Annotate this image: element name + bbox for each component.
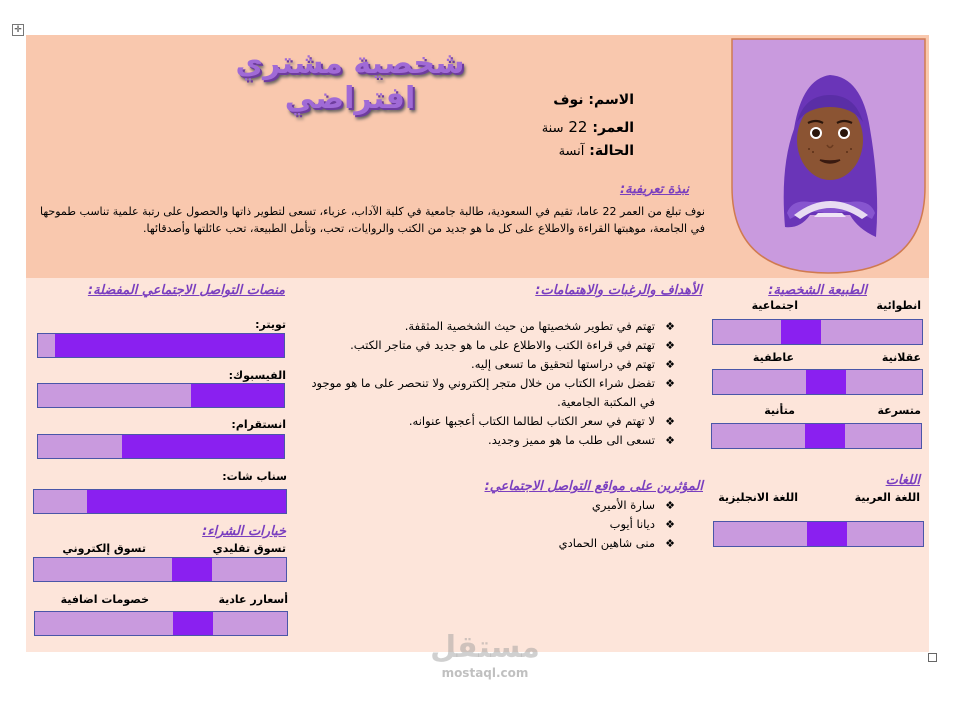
personality-heading: الطبيعة الشخصية: xyxy=(768,283,867,298)
influencer-item xyxy=(475,534,675,553)
social-heading: منصات التواصل الاجتماعي المفضلة: xyxy=(87,283,285,298)
snapchat-bar xyxy=(33,489,287,514)
bullet-icon: ❖ xyxy=(665,358,675,371)
scale-marker xyxy=(172,558,212,581)
scale-3-left-label: متأنية xyxy=(764,404,795,417)
purchase-2-right-label: أسعارر عادية xyxy=(218,593,288,606)
goal-item xyxy=(305,374,675,412)
age-line xyxy=(542,118,634,136)
bullet-icon: ❖ xyxy=(665,499,675,512)
purchase-1-left-label: تسوق إلكتروني xyxy=(62,542,146,555)
lang-right-label: اللغة العربية xyxy=(854,491,920,504)
page-title: شخصية مشتري افتراضي xyxy=(235,46,465,116)
introvert-extrovert-scale xyxy=(712,319,923,345)
name-label: الاسم: xyxy=(588,92,634,108)
watermark-url: mostaql.com xyxy=(441,666,529,680)
influencer-item xyxy=(475,496,675,515)
rational-emotional-scale xyxy=(712,369,923,395)
resize-handle[interactable] xyxy=(928,653,937,662)
goal-item xyxy=(305,412,675,431)
bio-heading: نبذة تعريفية: xyxy=(619,182,689,197)
platform-label-instagram: انستقرام: xyxy=(231,418,286,431)
watermark-brand: مستقل xyxy=(430,630,540,665)
goal-text: تهتم في دراستها لتحقيق ما تسعى إليه. xyxy=(471,357,655,371)
platform-label-facebook: الفيسبوك: xyxy=(228,369,286,382)
status-label: الحالة: xyxy=(589,143,634,159)
status-value: آنسة xyxy=(558,144,585,159)
bullet-icon: ❖ xyxy=(665,434,675,447)
age-unit: سنة xyxy=(541,121,564,136)
languages-heading: اللغات xyxy=(885,473,920,488)
status-line xyxy=(559,143,634,159)
goal-text: تهتم في قراءة الكتب والاطلاع على ما هو جديد في متاجر الكتب. xyxy=(350,338,655,352)
scale-marker xyxy=(173,612,213,635)
platform-label-twitter: تويتر: xyxy=(255,318,286,331)
name-value: نوف xyxy=(553,92,584,108)
scale-2-left-label: عاطفية xyxy=(752,351,794,364)
facebook-level xyxy=(191,384,284,407)
hasty-patient-scale xyxy=(711,423,922,449)
scale-marker xyxy=(805,424,845,448)
scale-3-right-label: متسرعة xyxy=(877,404,921,417)
name-line xyxy=(553,92,634,108)
bullet-icon: ❖ xyxy=(665,320,675,333)
instagram-bar xyxy=(37,434,285,459)
scale-2-right-label: عقلانية xyxy=(881,351,921,364)
snapchat-level xyxy=(87,490,286,513)
goal-text: تسعى الى طلب ما هو مميز وجديد. xyxy=(488,433,655,447)
goal-item xyxy=(305,336,675,355)
scale-marker xyxy=(781,320,821,344)
goal-text: تهتم في تطوير شخصيتها من حيث الشخصية المثقفة. xyxy=(404,319,655,333)
prices-discounts-scale xyxy=(34,611,288,636)
traditional-online-scale xyxy=(33,557,287,582)
goals-heading: الأهداف والرغبات والاهتمامات: xyxy=(535,283,702,298)
influencers-list xyxy=(475,496,675,553)
bullet-icon: ❖ xyxy=(665,339,675,352)
lang-left-label: اللغة الانجليزية xyxy=(718,491,798,504)
bullet-icon: ❖ xyxy=(665,377,675,390)
influencer-item xyxy=(475,515,675,534)
bullet-icon: ❖ xyxy=(665,415,675,428)
twitter-level xyxy=(55,334,284,357)
goal-text: تفضل شراء الكتاب من خلال متجر إلكتروني ولا تنحصر على ما هو موجود في المكتبة الجامعية. xyxy=(311,376,655,409)
twitter-bar xyxy=(37,333,285,358)
purchase-1-right-label: تسوق تقليدي xyxy=(212,542,286,555)
scale-marker xyxy=(806,370,846,394)
influencer-text: منى شاهين الحمادي xyxy=(558,536,655,550)
language-scale xyxy=(713,521,924,547)
scale-1-right-label: انطوائية xyxy=(876,299,921,312)
goal-item xyxy=(305,317,675,336)
influencers-heading: المؤثرين على مواقع التواصل الاجتماعي: xyxy=(484,479,703,494)
facebook-bar xyxy=(37,383,285,408)
influencer-text: سارة الأميري xyxy=(591,498,655,512)
age-value: 22 xyxy=(568,118,588,136)
instagram-level xyxy=(122,435,284,458)
purchase-2-left-label: خصومات اضافية xyxy=(60,593,149,606)
goal-item xyxy=(305,431,675,450)
watermark-logo xyxy=(425,630,545,680)
avatar xyxy=(730,37,927,275)
scale-1-left-label: اجتماعية xyxy=(751,299,798,312)
bullet-icon: ❖ xyxy=(665,537,675,550)
scale-marker xyxy=(807,522,847,546)
influencer-text: ديانا أيوب xyxy=(609,517,655,531)
platform-label-snapchat: سناب شات: xyxy=(222,470,287,483)
bullet-icon: ❖ xyxy=(665,518,675,531)
goal-text: لا تهتم في سعر الكتاب لطالما الكتاب أعجبها عنوانه. xyxy=(408,414,655,428)
goal-item xyxy=(305,355,675,374)
age-label: العمر: xyxy=(592,120,634,136)
table-move-handle[interactable]: ✛ xyxy=(12,24,24,36)
purchase-heading: خيارات الشراء: xyxy=(202,524,286,539)
goals-list xyxy=(305,317,675,450)
bio-text: نوف تبلغ من العمر 22 عاما، تقيم في السعودية، طالبة جامعية في كلية الآداب، عزباء، تسعى لتطوير ذاتها والحصول على رتبة علمية تناسب طموحها في الجامعة، موهبتها القراءة والاطلاع على كل ما هو جديد من الكتب والروايات، تحب، وتأمل الطبيعة، تحب عائلتها وأصدقائها. xyxy=(40,205,705,235)
